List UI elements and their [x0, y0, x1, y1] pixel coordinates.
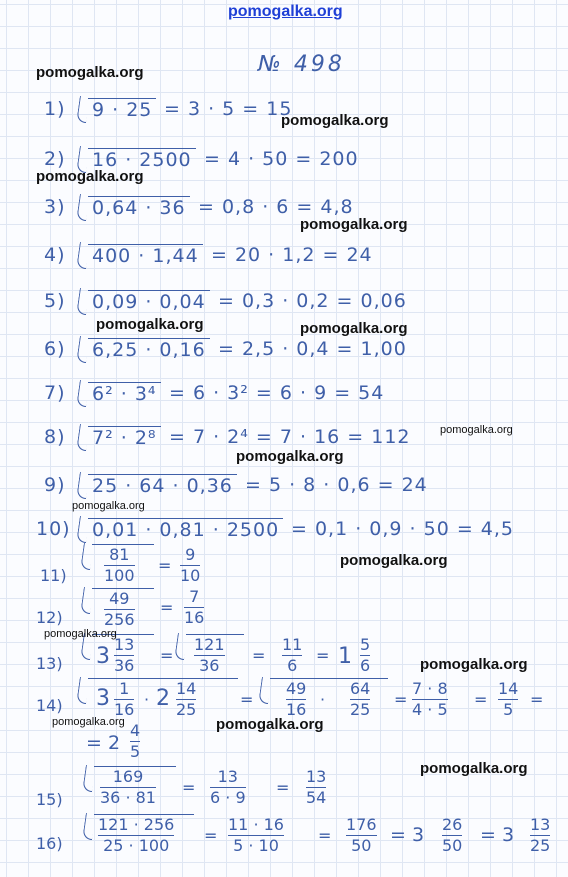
radicand: 400 · 1,44: [88, 244, 203, 267]
fraction: 13 6 · 9: [210, 767, 246, 807]
fraction: 64 25: [350, 679, 371, 719]
exercise-title: № 498: [258, 52, 345, 77]
fraction: 176 50: [346, 815, 377, 855]
watermark-text: pomogalka.org: [420, 656, 528, 673]
watermark-text: pomogalka.org: [36, 64, 144, 81]
radicand: 7² · 2⁸: [88, 426, 161, 449]
fraction: 1 16: [114, 679, 135, 719]
line-number: 8): [44, 426, 66, 448]
fraction: 7 16: [184, 587, 205, 627]
result: = 0,1 · 0,9 · 50 = 4,5: [291, 518, 515, 540]
line-number: 7): [44, 382, 66, 404]
fraction: 26 50: [442, 815, 463, 855]
radicand: 6,25 · 0,16: [88, 338, 210, 361]
result: = 0,3 · 0,2 = 0,06: [218, 290, 407, 312]
result: = 7 · 2⁴ = 7 · 16 = 112: [169, 426, 411, 448]
watermark-text: pomogalka.org: [300, 320, 408, 337]
fraction: 7 · 8 4 · 5: [412, 679, 448, 719]
watermark-text: pomogalka.org: [281, 112, 389, 129]
fraction: 14 25: [176, 679, 197, 719]
watermark-text[interactable]: pomogalka.org: [228, 3, 343, 20]
fraction: 13 54: [306, 767, 327, 807]
watermark-text: pomogalka.org: [440, 424, 513, 436]
radical-sign: [88, 678, 238, 679]
fraction: 11 · 16 5 · 10: [228, 815, 284, 855]
watermark-text: pomogalka.org: [216, 716, 324, 733]
fraction: 121 36: [194, 635, 225, 675]
radicand: 16 · 2500: [88, 148, 196, 171]
radicand: 0,09 · 0,04: [88, 290, 210, 313]
fraction: 49 256: [104, 589, 135, 629]
fraction: 9 10: [180, 545, 201, 585]
radicand: 0,01 · 0,81 · 2500: [88, 518, 283, 541]
line-number: 10): [36, 518, 71, 540]
result: = 20 · 1,2 = 24: [211, 244, 373, 266]
fraction: 81 100: [104, 545, 135, 585]
watermark-text: pomogalka.org: [340, 552, 448, 569]
line-number: 6): [44, 338, 66, 360]
watermark-text: pomogalka.org: [300, 216, 408, 233]
line-number: 2): [44, 148, 66, 170]
line-number: 5): [44, 290, 66, 312]
fraction: 121 · 256 25 · 100: [98, 815, 175, 855]
result: = 6 · 3² = 6 · 9 = 54: [169, 382, 385, 404]
line-number: 3): [44, 196, 66, 218]
result: = 3 · 5 = 15: [164, 98, 293, 120]
result: = 2,5 · 0,4 = 1,00: [218, 338, 407, 360]
fraction: 4 5: [130, 721, 141, 761]
radicand: 25 · 64 · 0,36: [88, 474, 237, 497]
watermark-text: pomogalka.org: [96, 316, 204, 333]
result: = 0,8 · 6 = 4,8: [198, 196, 354, 218]
fraction: 13 36: [114, 635, 135, 675]
notebook-page: № 498 1) 9 · 25 = 3 · 5 = 15 2) 16 · 2500 = 4 · 50 = 200 3) 0,64 · 36 = 0,8 · 6 = 4,8 4) 400 · 1,44 = 20 · 1,2 = 24 5) 0,09 · 0,04 = 0,3 · 0,2 = 0,06 6) 6,25 · 0,16 = 2,5 · 0,4 = 1,00 7) 6² · 3⁴ = 6 · 3² = 6 · 9 = 54 8) 7² · 2⁸ = 7 · 2⁴ = 7 · 16 = 112 9) 25 · 64 · 0,36 = 5 · 8 · 0,6 = 24 10) 0,01 · 0,81 · 2500 = 0,1 · 0,9 · 50 = 4,5 11) 81 100 = 9 10 12) 49 256 = 7 16 13) 3 13 36 = 121 36 = 11 6 = 1 5 6 14) 3 1 16 · 2 14 25 = 49 16 · 64 25 = 7 · 8 4 · 5 = 14 5 = = 2 4 5 15) 169 36 · 81 = 13 6 · 9 = 13 54 16) 121 · 256 25 · 100 = 11 · 16 5 · 10 = 176 50 = 3 26 50 = 3 13 25 pomogalka.org pomogalka.org pomogalka.org pomogalka.org pomogalka.org pomogalka.org pomogalka.org pomogalka.org pomogalka.org pomogalka.org pomogalka.org pomogalka.org pomogalka.org pomogalka.org pomogalka.org pomogalka.org: [0, 0, 568, 877]
watermark-text: pomogalka.org: [72, 500, 145, 512]
result: = 4 · 50 = 200: [204, 148, 359, 170]
watermark-text: pomogalka.org: [236, 448, 344, 465]
radicand: 6² · 3⁴: [88, 382, 161, 405]
fraction: 49 16: [286, 679, 307, 719]
fraction: 169 36 · 81: [100, 767, 156, 807]
watermark-text: pomogalka.org: [52, 716, 125, 728]
fraction: 5 6: [360, 635, 371, 675]
line-number: 11): [40, 566, 67, 585]
line-number: 9): [44, 474, 66, 496]
result: = 5 · 8 · 0,6 = 24: [245, 474, 428, 496]
watermark-text: pomogalka.org: [36, 168, 144, 185]
watermark-text: pomogalka.org: [44, 628, 117, 640]
radicand: 9 · 25: [88, 98, 156, 121]
fraction: 11 6: [282, 635, 303, 675]
line-number: 1): [44, 98, 66, 120]
radicand: 0,64 · 36: [88, 196, 190, 219]
fraction: 14 5: [498, 679, 519, 719]
fraction: 13 25: [530, 815, 551, 855]
line-number: 4): [44, 244, 66, 266]
watermark-text: pomogalka.org: [420, 760, 528, 777]
